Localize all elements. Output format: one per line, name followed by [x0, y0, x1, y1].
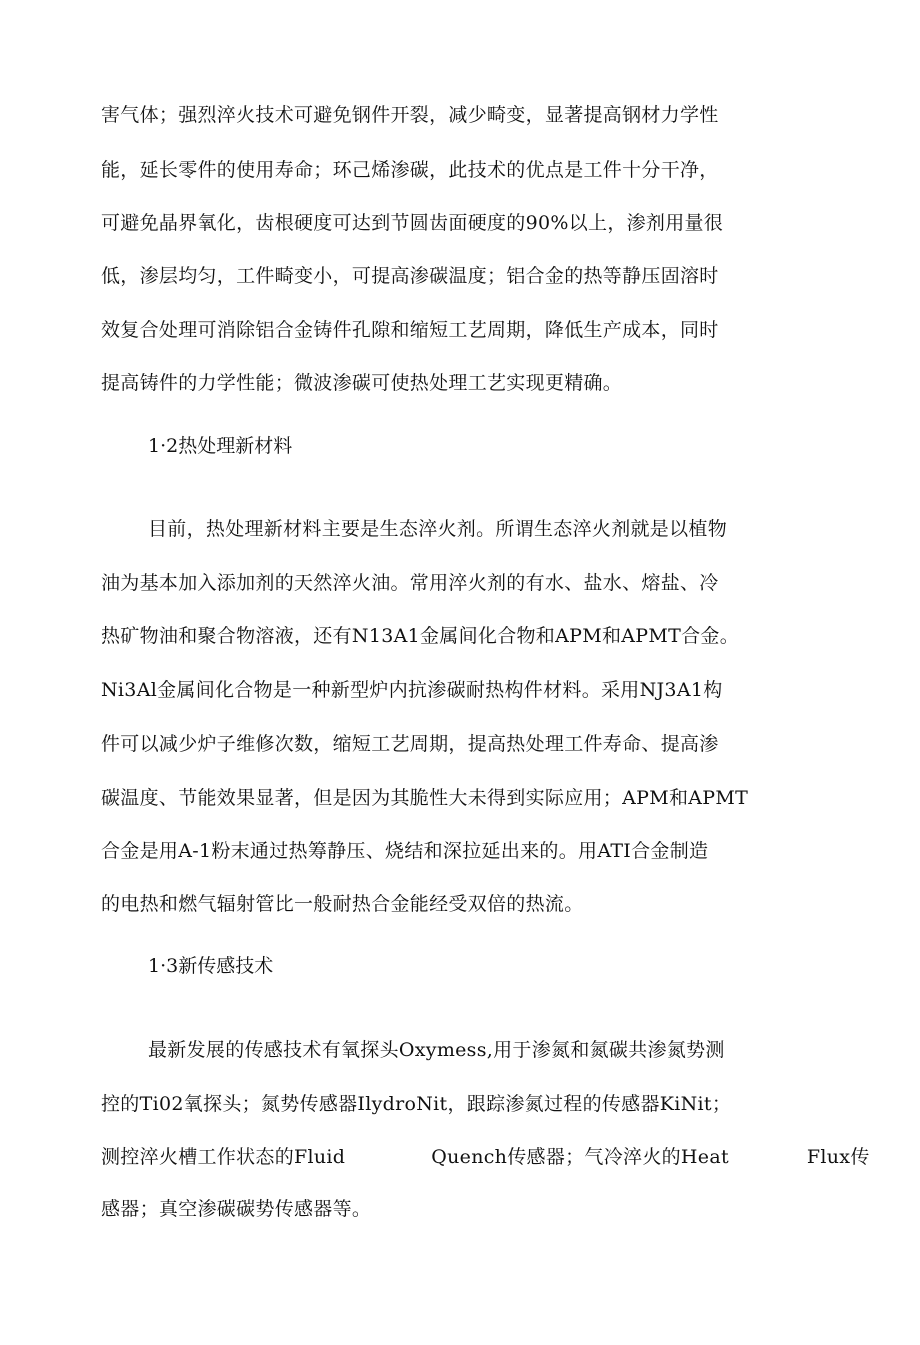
paragraph-line: 控的Ti02氧探头；氮势传感器IlydroNit，跟踪渗氮过程的传感器KiNit； [101, 1093, 732, 1115]
paragraph-line: 提高铸件的力学性能；微波渗碳可使热处理工艺实现更精确。 [101, 372, 623, 394]
paragraph-line: 能，延长零件的使用寿命；环己烯渗碳，此技术的优点是工件十分干净， [101, 159, 719, 181]
paragraph-line: 低，渗层均匀，工件畸变小，可提高渗碳温度；铝合金的热等静压固溶时 [101, 265, 719, 287]
paragraph-line: 热矿物油和聚合物溶液，还有N13A1金属间化合物和APM和APMT合金。 [101, 625, 740, 647]
paragraph-line: Ni3Al金属间化合物是一种新型炉内抗渗碳耐热构件材料。采用NJ3A1构 [101, 679, 723, 701]
paragraph-line: 最新发展的传感技术有氧探头Oxymess,用于渗氮和氮碳共渗氮势测 [148, 1039, 725, 1061]
paragraph-line: 感器；真空渗碳碳势传感器等。 [101, 1198, 372, 1220]
paragraph-line: 的电热和燃气辐射管比一般耐热合金能经受双倍的热流。 [101, 893, 584, 915]
paragraph-line: 效复合处理可消除铝合金铸件孔隙和缩短工艺周期，降低生产成本，同时 [101, 319, 719, 341]
paragraph-line: 合金是用A-1粉末通过热筹静压、烧结和深拉延出来的。用ATI合金制造 [101, 840, 709, 862]
paragraph-line: 碳温度、节能效果显著，但是因为其脆性大未得到实际应用；APM和APMT [101, 787, 749, 809]
paragraph-line: 害气体；强烈淬火技术可避免钢件开裂，减少畸变，显著提高钢材力学性 [101, 104, 719, 126]
text-fragment: Quench传感器；气冷淬火的Heat [431, 1146, 729, 1168]
section-heading-1-3: 1·3新传感技术 [148, 955, 274, 977]
text-fragment: 测控淬火槽工作状态的Fluid [101, 1146, 346, 1168]
paragraph-line: 件可以减少炉子维修次数，缩短工艺周期，提高热处理工件寿命、提高渗 [101, 733, 719, 755]
paragraph-line [101, 1145, 870, 1169]
text-fragment: Flux传 [806, 1146, 870, 1168]
paragraph-line: 目前，热处理新材料主要是生态淬火剂。所谓生态淬火剂就是以植物 [148, 518, 728, 540]
section-heading-1-2: 1·2热处理新材料 [148, 435, 293, 457]
paragraph-line: 可避免晶界氧化，齿根硬度可达到节圆齿面硬度的90%以上，渗剂用量很 [101, 212, 724, 234]
paragraph-line: 油为基本加入添加剂的天然淬火油。常用淬火剂的有水、盐水、熔盐、冷 [101, 572, 719, 594]
